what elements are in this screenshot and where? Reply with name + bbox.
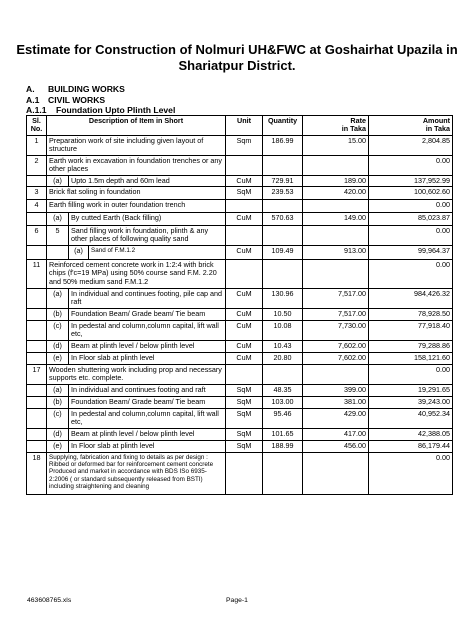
cell-amount: 39,243.00 [369, 397, 453, 409]
cell-unit [226, 365, 263, 385]
cell-unit: CuM [226, 175, 263, 186]
cell-description: Preparation work of site including given layout of structure [47, 135, 226, 155]
title-line-2: Shariatpur District. [178, 58, 296, 73]
cell-sl-no: 2 [27, 155, 47, 175]
table-row [27, 397, 453, 409]
cell-rate: 7,602.00 [303, 341, 369, 353]
table-row [27, 200, 453, 213]
cell-description: Beam at plinth level / below plinth level [69, 341, 226, 353]
cell-amount: 85,023.87 [369, 213, 453, 226]
cell-quantity [263, 155, 303, 175]
cell-quantity [263, 365, 303, 385]
cell-sl-no: 11 [27, 260, 47, 289]
table-row [27, 135, 453, 155]
cell-sl-no [27, 397, 47, 409]
table-row [27, 246, 453, 260]
cell-rate: 913.00 [303, 246, 369, 260]
table-row [27, 289, 453, 309]
table-row [27, 341, 453, 353]
cell-sub-no: (a) [47, 175, 69, 186]
table-row [27, 365, 453, 385]
cell-amount: 0.00 [369, 365, 453, 385]
cell-unit: CuM [226, 309, 263, 321]
section-text: BUILDING WORKS [48, 84, 125, 94]
cell-amount: 0.00 [369, 155, 453, 175]
cell-unit: SqM [226, 441, 263, 453]
cell-amount: 0.00 [369, 453, 453, 495]
header-quantity: Quantity [263, 116, 303, 136]
cell-quantity: 729.91 [263, 175, 303, 186]
cell-unit: CuM [226, 321, 263, 341]
cell-amount: 42,388.05 [369, 429, 453, 441]
cell-sub-no: (c) [47, 321, 69, 341]
cell-rate: 420.00 [303, 187, 369, 200]
cell-amount: 19,291.65 [369, 385, 453, 397]
cell-sub-no [47, 246, 69, 260]
cell-quantity: 239.53 [263, 187, 303, 200]
cell-quantity: 109.49 [263, 246, 303, 260]
cell-sl-no: 18 [27, 453, 47, 495]
cell-subsub-no: (a) [69, 246, 89, 260]
cell-description: By cutted Earth (Back filling) [69, 213, 226, 226]
cell-sl-no: 4 [27, 200, 47, 213]
table-row [27, 213, 453, 226]
cell-sub-no: 5 [47, 226, 69, 246]
footer-filename: 463608765.xls [27, 597, 72, 604]
cell-unit: SqM [226, 187, 263, 200]
cell-unit: CuM [226, 353, 263, 365]
table-row [27, 409, 453, 429]
cell-sl-no [27, 289, 47, 309]
cell-sl-no [27, 341, 47, 353]
cell-rate [303, 155, 369, 175]
cell-rate: 7,602.00 [303, 353, 369, 365]
table-row [27, 321, 453, 341]
cell-description: Supplying, fabrication and fixing to details as per design : Ribbed or deformed bar for reinforcement cement concrete Produced and market in accordance with BDS ISo 6935-2:2006 ( or standard subsequently released from BSTI) including straightening and cleaning [47, 453, 226, 495]
cell-rate: 381.00 [303, 397, 369, 409]
cell-sl-no [27, 409, 47, 429]
cell-sl-no [27, 429, 47, 441]
cell-amount: 86,179.44 [369, 441, 453, 453]
cell-sub-no: (d) [47, 429, 69, 441]
table-row [27, 453, 453, 495]
cell-sub-no: (a) [47, 289, 69, 309]
cell-quantity [263, 200, 303, 213]
cell-quantity: 103.00 [263, 397, 303, 409]
cell-quantity: 10.50 [263, 309, 303, 321]
cell-quantity: 570.63 [263, 213, 303, 226]
cell-unit: SqM [226, 429, 263, 441]
cell-rate: 7,730.00 [303, 321, 369, 341]
cell-amount: 77,918.40 [369, 321, 453, 341]
cell-unit [226, 200, 263, 213]
cell-rate: 7,517.00 [303, 309, 369, 321]
cell-rate: 456.00 [303, 441, 369, 453]
cell-description: In individual and continues footing, pile cap and raft [69, 289, 226, 309]
cell-amount: 158,121.60 [369, 353, 453, 365]
cell-unit [226, 260, 263, 289]
cell-sub-no: (a) [47, 213, 69, 226]
cell-quantity: 95.46 [263, 409, 303, 429]
cell-amount: 40,952.34 [369, 409, 453, 429]
cell-sl-no [27, 385, 47, 397]
cell-sl-no [27, 321, 47, 341]
table-row [27, 155, 453, 175]
header-sl-no: Sl. No. [27, 116, 47, 136]
section-number: A. [26, 84, 35, 94]
cell-amount: 984,426.32 [369, 289, 453, 309]
cell-sl-no: 17 [27, 365, 47, 385]
header-unit: Unit [226, 116, 263, 136]
cell-unit [226, 155, 263, 175]
cell-unit: SqM [226, 385, 263, 397]
cell-quantity: 10.08 [263, 321, 303, 341]
cell-description: Upto 1.5m depth and 60m lead [69, 175, 226, 186]
cell-amount: 137,952.99 [369, 175, 453, 186]
section-text: Foundation Upto Plinth Level [56, 105, 176, 115]
section-number: A.1 [26, 95, 40, 105]
cell-quantity [263, 453, 303, 495]
cell-unit: CuM [226, 213, 263, 226]
table-row [27, 175, 453, 186]
cell-unit: SqM [226, 397, 263, 409]
cell-sub-no: (d) [47, 341, 69, 353]
cell-amount: 2,804.85 [369, 135, 453, 155]
cell-description: Sand filling work in foundation, plinth & any other places of following quality sand [69, 226, 226, 246]
cell-sub-no: (e) [47, 441, 69, 453]
table-row [27, 385, 453, 397]
cell-sl-no [27, 213, 47, 226]
cell-quantity: 10.43 [263, 341, 303, 353]
cell-unit: SqM [226, 409, 263, 429]
footer-page-number: Page-1 [226, 597, 248, 604]
cell-sl-no [27, 353, 47, 365]
cell-rate [303, 200, 369, 213]
cell-rate: 149.00 [303, 213, 369, 226]
cell-sl-no: 1 [27, 135, 47, 155]
cell-rate [303, 260, 369, 289]
cell-description: Brick flat soling in foundation [47, 187, 226, 200]
cell-quantity: 130.96 [263, 289, 303, 309]
cell-description: In pedestal and column,column capital, lift wall etc, [69, 409, 226, 429]
title-line-1: Estimate for Construction of Nolmuri UH&FWC at Goshairhat Upazila in [16, 42, 458, 57]
cell-description: Foundation Beam/ Grade beam/ Tie beam [69, 397, 226, 409]
cell-sl-no [27, 309, 47, 321]
cell-sl-no [27, 441, 47, 453]
cell-rate [303, 453, 369, 495]
section-number: A.1.1 [26, 105, 47, 115]
cell-description: Foundation Beam/ Grade beam/ Tie beam [69, 309, 226, 321]
cell-sl-no [27, 246, 47, 260]
table-row [27, 353, 453, 365]
cell-amount: 99,964.37 [369, 246, 453, 260]
table-row [27, 441, 453, 453]
cell-unit [226, 453, 263, 495]
cell-amount: 100,602.60 [369, 187, 453, 200]
cell-description: Reinforced cement concrete work in 1:2:4 with brick chips (f'c=19 MPa) using 50% course sand F.M. 2.20 and 50% medium sand F.M.1.2 [47, 260, 226, 289]
estimate-table [26, 115, 453, 495]
table-header-row [27, 116, 453, 136]
cell-description: Earth work in excavation in foundation trenches or any other places [47, 155, 226, 175]
cell-sub-no: (b) [47, 309, 69, 321]
table-row [27, 429, 453, 441]
cell-unit: CuM [226, 246, 263, 260]
header-amount: Amount in Taka [369, 116, 453, 136]
cell-rate [303, 365, 369, 385]
cell-rate: 429.00 [303, 409, 369, 429]
cell-description: Wooden shuttering work including prop and necessary supports etc. complete. [47, 365, 226, 385]
cell-unit [226, 226, 263, 246]
cell-quantity: 20.80 [263, 353, 303, 365]
table-row [27, 226, 453, 246]
cell-quantity [263, 260, 303, 289]
cell-quantity [263, 226, 303, 246]
cell-amount: 0.00 [369, 260, 453, 289]
cell-description: Earth filling work in outer foundation trench [47, 200, 226, 213]
cell-amount: 78,928.50 [369, 309, 453, 321]
cell-quantity: 101.65 [263, 429, 303, 441]
cell-rate: 7,517.00 [303, 289, 369, 309]
cell-unit: CuM [226, 341, 263, 353]
cell-description: Sand of F.M.1.2 [89, 246, 226, 260]
cell-sub-no: (c) [47, 409, 69, 429]
cell-rate: 189.00 [303, 175, 369, 186]
section-text: CIVIL WORKS [48, 95, 106, 105]
table-row [27, 187, 453, 200]
cell-sub-no: (b) [47, 397, 69, 409]
cell-description: In individual and continues footing and raft [69, 385, 226, 397]
cell-unit: Sqm [226, 135, 263, 155]
cell-rate: 15.00 [303, 135, 369, 155]
cell-sl-no: 6 [27, 226, 47, 246]
cell-amount: 0.00 [369, 226, 453, 246]
table-row [27, 309, 453, 321]
cell-description: Beam at plinth level / below plinth level [69, 429, 226, 441]
cell-sub-no: (e) [47, 353, 69, 365]
cell-description: In pedestal and column,column capital, lift wall etc, [69, 321, 226, 341]
cell-amount: 79,288.86 [369, 341, 453, 353]
cell-quantity: 188.99 [263, 441, 303, 453]
cell-sl-no [27, 175, 47, 186]
cell-rate: 417.00 [303, 429, 369, 441]
cell-rate: 399.00 [303, 385, 369, 397]
cell-amount: 0.00 [369, 200, 453, 213]
table-row [27, 260, 453, 289]
document-title [0, 42, 474, 74]
cell-description: In Floor slab at plinth level [69, 353, 226, 365]
cell-rate [303, 226, 369, 246]
cell-quantity: 186.99 [263, 135, 303, 155]
cell-unit: CuM [226, 289, 263, 309]
cell-quantity: 48.35 [263, 385, 303, 397]
cell-sub-no: (a) [47, 385, 69, 397]
cell-sl-no: 3 [27, 187, 47, 200]
header-description: Description of Item in Short [47, 116, 226, 136]
cell-description: In Floor slab at plinth level [69, 441, 226, 453]
header-rate: Rate in Taka [303, 116, 369, 136]
